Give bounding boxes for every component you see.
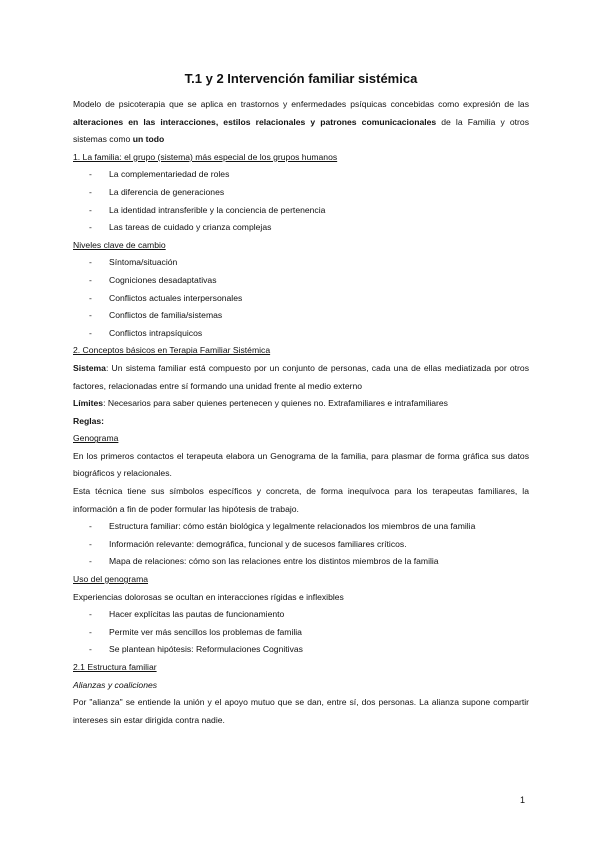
list-item: - Se plantean hipótesis: Reformulaciones Cognitivas <box>89 644 303 655</box>
intro-bold-1: alteraciones en las interacciones, estilos relacionales y patrones comunicacionales <box>73 116 437 127</box>
intro-text-1: Modelo de psicoterapia que se aplica en trastornos y enfermedades psíquicas concebidas como expresión de las <box>73 99 529 109</box>
list-item: - Conflictos intrapsíquicos <box>89 327 203 338</box>
list-item: - Hacer explícitas las pautas de funcionamiento <box>89 609 285 620</box>
section21-subheading: Alianzas y coaliciones <box>73 679 158 690</box>
genograma-list <box>73 518 529 571</box>
limites-label: Límites <box>73 398 104 409</box>
list-item: - Síntoma/situación <box>89 257 178 268</box>
list-item: - Información relevante: demográfica, funcional y de sucesos familiares críticos. <box>89 538 407 549</box>
page-title: T.1 y 2 Intervención familiar sistémica <box>184 71 418 86</box>
niveles-list <box>73 254 529 342</box>
sistema-label: Sistema <box>73 362 106 373</box>
section21-heading: 2.1 Estructura familiar <box>73 662 157 672</box>
intro-paragraph <box>73 96 529 149</box>
reglas-label: Reglas: <box>73 415 105 426</box>
list-item: - Conflictos actuales interpersonales <box>89 292 243 303</box>
section1-list <box>73 166 529 236</box>
genograma-paragraph-2: Esta técnica tiene sus símbolos específicos y concreta, de forma inequívoca para los terapeutas familiares, la información a fin de poder formular las hipótesis de trabajo. <box>73 486 529 514</box>
list-item: - Permite ver más sencillos los problemas de familia <box>89 626 302 637</box>
uso-list <box>73 606 529 659</box>
genograma-paragraph-1: En los primeros contactos el terapeuta elabora un Genograma de la familia, para plasmar de forma gráfica sus datos biográficos y relacionales. <box>73 450 529 479</box>
niveles-heading: Niveles clave de cambio <box>73 239 166 250</box>
genograma-heading: Genograma <box>73 433 119 444</box>
list-item: - Mapa de relaciones: cómo son las relaciones entre los distintos miembros de la familia <box>89 556 439 567</box>
section1-heading: 1. La familia: el grupo (sistema) más especial de los grupos humanos <box>73 151 338 162</box>
sistema-text: : Un sistema familiar está compuesto por un conjunto de personas, cada una de ellas mediatizada por otros factores, relacionadas entre sí formando una unidad frente al medio externo <box>73 362 529 391</box>
list-item: - La diferencia de generaciones <box>89 186 225 197</box>
page-number: 1 <box>520 795 526 805</box>
uso-heading: Uso del genograma <box>73 574 149 585</box>
list-item: - Estructura familiar: cómo están biológica y legalmente relacionados los miembros de una familia <box>89 521 476 532</box>
list-item: - Las tareas de cuidado y crianza complejas <box>89 222 272 233</box>
sistema-paragraph <box>73 360 529 395</box>
intro-bold-2: un todo <box>132 134 165 145</box>
section21-paragraph: Por "alianza" se entiende la unión y el apoyo mutuo que se dan, entre sí, dos personas. La alianza supone compartir intereses sin estar dirigida contra nadie. <box>73 697 529 725</box>
list-item: - La identidad intransferible y la conciencia de pertenencia <box>89 204 326 215</box>
uso-intro: Experiencias dolorosas se ocultan en interacciones rígidas e inflexibles <box>73 591 344 602</box>
list-item: - La complementariedad de roles <box>89 169 230 180</box>
document-page <box>73 70 529 729</box>
list-item: - Cogniciones desadaptativas <box>89 274 217 285</box>
intro-text-2: de la Familia y otros sistemas como <box>73 116 529 145</box>
section2-heading: 2. Conceptos básicos en Terapia Familiar Sistémica <box>73 345 271 356</box>
limites-text: : Necesarios para saber quienes pertenecen y quienes no. Extrafamiliares e intrafamiliares <box>103 398 448 409</box>
limites-paragraph <box>73 395 529 413</box>
list-item: - Conflictos de familia/sistemas <box>89 310 223 321</box>
